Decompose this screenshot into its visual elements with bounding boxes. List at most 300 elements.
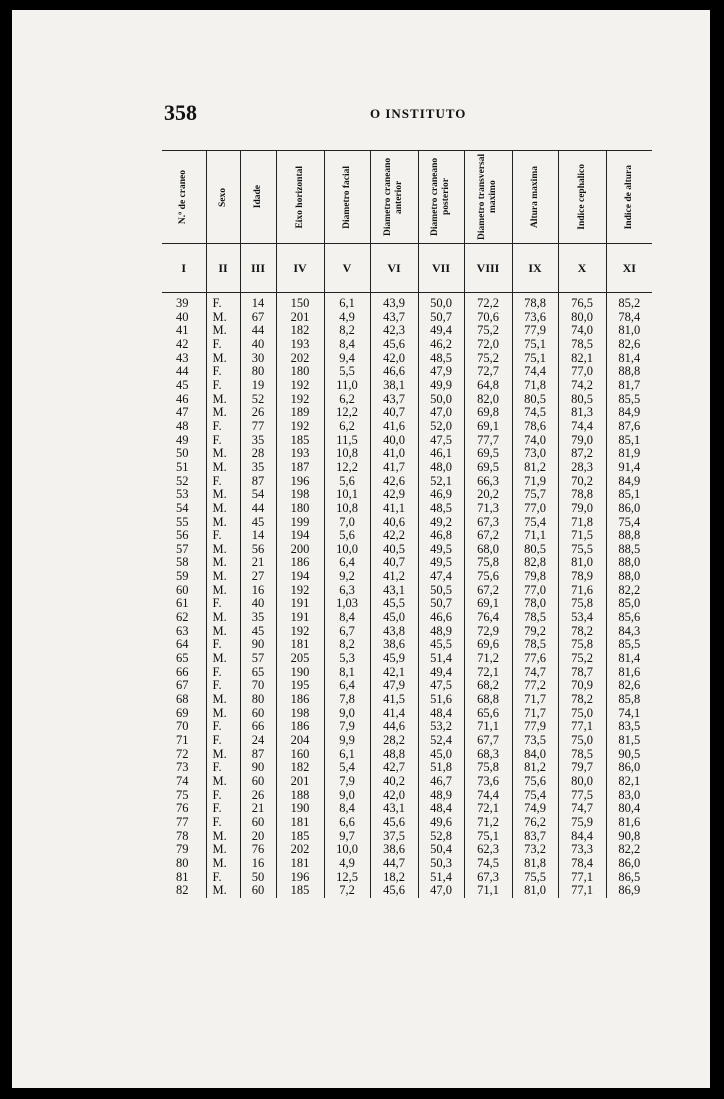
table-cell: F.	[206, 420, 240, 434]
table-cell: 80	[240, 693, 276, 707]
table-cell: 37,5	[370, 830, 418, 844]
table-cell: 75,0	[558, 734, 606, 748]
table-cell: 26	[240, 789, 276, 803]
table-cell: M.	[206, 584, 240, 598]
table-cell: 79,0	[558, 434, 606, 448]
table-cell: 75,4	[606, 516, 652, 530]
table-cell: 35	[240, 611, 276, 625]
table-cell: 75,2	[558, 652, 606, 666]
table-cell: 42	[176, 336, 189, 351]
craniometric-table	[162, 150, 652, 898]
table-cell: 50,7	[418, 311, 464, 325]
table-cell: 75,2	[464, 352, 512, 366]
table-cell: F.	[206, 666, 240, 680]
table-cell: 40,2	[370, 775, 418, 789]
table-cell: 75,1	[512, 338, 558, 352]
table-cell: 193	[276, 338, 324, 352]
table-cell: 47,9	[370, 679, 418, 693]
table-cell: 69,8	[464, 406, 512, 420]
table-cell: 69,1	[464, 420, 512, 434]
table-cell: 71,2	[464, 816, 512, 830]
table-cell: 73,5	[512, 734, 558, 748]
table-cell: 41,6	[370, 420, 418, 434]
table-cell: 10,8	[324, 447, 370, 461]
table-cell: 82,1	[558, 352, 606, 366]
table-cell: 48,5	[418, 502, 464, 516]
table-cell: 190	[276, 666, 324, 680]
table-row	[162, 816, 652, 830]
table-cell: 191	[276, 611, 324, 625]
table-cell: 79,0	[558, 502, 606, 516]
table-row	[162, 857, 652, 871]
table-cell: 67,3	[464, 516, 512, 530]
table-cell: M.	[206, 625, 240, 639]
table-cell: 205	[276, 652, 324, 666]
table-cell: 181	[276, 638, 324, 652]
table-cell: 50,7	[418, 597, 464, 611]
table-cell: F.	[206, 338, 240, 352]
table-cell: 71,7	[512, 707, 558, 721]
table-cell: 68,2	[464, 679, 512, 693]
table-cell: 49,5	[418, 543, 464, 557]
column-numeral: IX	[512, 244, 558, 293]
table-cell: 78,6	[512, 420, 558, 434]
table-cell: 10,8	[324, 502, 370, 516]
table-cell: 30	[240, 352, 276, 366]
table-cell: 63	[176, 623, 189, 638]
column-header	[464, 151, 512, 244]
table-cell: M.	[206, 352, 240, 366]
table-cell: 40,6	[370, 516, 418, 530]
table-cell: M.	[206, 652, 240, 666]
table-cell: 72,1	[464, 802, 512, 816]
table-cell: 75,7	[512, 488, 558, 502]
table-cell: 43,7	[370, 311, 418, 325]
table-cell: 186	[276, 556, 324, 570]
column-numeral: VIII	[464, 244, 512, 293]
table-cell: 82,2	[606, 584, 652, 598]
table-cell: 80	[240, 365, 276, 379]
table-cell: M.	[206, 611, 240, 625]
table-cell: 84,4	[558, 830, 606, 844]
table-cell: 78,2	[558, 693, 606, 707]
table-cell: 188	[276, 789, 324, 803]
table-cell: 83,5	[606, 720, 652, 734]
table-cell: 196	[276, 475, 324, 489]
table-cell: 11,0	[324, 379, 370, 393]
table-cell: 51,8	[418, 761, 464, 775]
table-cell: 73,3	[558, 843, 606, 857]
column-header	[162, 151, 206, 244]
column-header	[370, 151, 418, 244]
table-cell: 11,5	[324, 434, 370, 448]
table-cell: 77,0	[512, 502, 558, 516]
table-row	[162, 379, 652, 393]
table-cell: 28	[240, 447, 276, 461]
table-cell: 9,9	[324, 734, 370, 748]
table-cell: 24	[240, 734, 276, 748]
table-cell: 69,6	[464, 638, 512, 652]
table-cell: 52	[240, 393, 276, 407]
table-cell: 77,7	[464, 434, 512, 448]
table-cell: 90,8	[606, 830, 652, 844]
table-cell: 46,8	[418, 529, 464, 543]
table-cell: 81,8	[512, 857, 558, 871]
table-cell: 185	[276, 830, 324, 844]
table-cell: 74,7	[558, 802, 606, 816]
table-cell: M.	[206, 830, 240, 844]
table-cell: 45,0	[418, 748, 464, 762]
table-cell: 39	[176, 296, 189, 310]
table-cell: 48,9	[418, 789, 464, 803]
column-numeral: III	[240, 244, 276, 293]
table-row	[162, 830, 652, 844]
table-cell: 68,3	[464, 748, 512, 762]
table-row	[162, 324, 652, 338]
column-header	[558, 151, 606, 244]
table-cell: 50	[240, 871, 276, 885]
table-cell: 51,6	[418, 693, 464, 707]
table-cell: 48,5	[418, 352, 464, 366]
table-cell: 35	[240, 461, 276, 475]
table-cell: 80,5	[558, 393, 606, 407]
table-cell: 86,0	[606, 502, 652, 516]
table-cell: 52	[176, 473, 189, 488]
table-cell: 71,1	[464, 884, 512, 898]
table-row	[162, 570, 652, 584]
table-cell: 88,0	[606, 570, 652, 584]
table-cell: 46,7	[418, 775, 464, 789]
table-cell: 74,4	[512, 365, 558, 379]
table-cell: F.	[206, 638, 240, 652]
table-cell: 52,0	[418, 420, 464, 434]
table-cell: 46,1	[418, 447, 464, 461]
table-row	[162, 707, 652, 721]
table-cell: 82,8	[512, 556, 558, 570]
table-cell: 74	[176, 773, 189, 788]
table-cell: F.	[206, 475, 240, 489]
table-cell: 60	[240, 884, 276, 898]
table-cell: 66	[176, 664, 189, 679]
table-cell: 14	[240, 529, 276, 543]
table-cell: 80,5	[512, 543, 558, 557]
table-cell: 78,8	[512, 293, 558, 311]
table-cell: 47	[176, 405, 189, 420]
table-cell: 48,8	[370, 748, 418, 762]
table-cell: 80,4	[606, 802, 652, 816]
table-cell: 42,6	[370, 475, 418, 489]
table-cell: 40,7	[370, 406, 418, 420]
table-cell: 76,4	[464, 611, 512, 625]
table-cell: 192	[276, 379, 324, 393]
table-cell: 81,0	[512, 884, 558, 898]
table-cell: 88,5	[606, 543, 652, 557]
table-cell: M.	[206, 447, 240, 461]
table-cell: 65,6	[464, 707, 512, 721]
table-cell: 60	[240, 775, 276, 789]
table-cell: 66,3	[464, 475, 512, 489]
table-cell: 45,6	[370, 884, 418, 898]
table-cell: 8,1	[324, 666, 370, 680]
table-cell: 41	[176, 323, 189, 338]
table-cell: 84,0	[512, 748, 558, 762]
table-cell: 21	[240, 802, 276, 816]
table-cell: 60	[176, 582, 189, 597]
table-row	[162, 625, 652, 639]
table-cell: 185	[276, 884, 324, 898]
table-cell: 40	[176, 309, 189, 324]
table-cell: 69,1	[464, 597, 512, 611]
table-cell: 85,2	[606, 293, 652, 311]
table-cell: 69,5	[464, 461, 512, 475]
page-number: 358	[164, 100, 197, 125]
table-cell: 62,3	[464, 843, 512, 857]
table-cell: 65	[240, 666, 276, 680]
table-row	[162, 293, 652, 311]
table-cell: 41,7	[370, 461, 418, 475]
table-row	[162, 475, 652, 489]
table-cell: 42,0	[370, 352, 418, 366]
column-numeral: X	[558, 244, 606, 293]
table-cell: 75,1	[464, 830, 512, 844]
table-cell: 82,0	[464, 393, 512, 407]
table-cell: 75,8	[558, 597, 606, 611]
table-cell: 14	[240, 293, 276, 311]
table-cell: 192	[276, 393, 324, 407]
table-cell: 52,8	[418, 830, 464, 844]
table-cell: 8,2	[324, 638, 370, 652]
table-cell: 7,2	[324, 884, 370, 898]
table-cell: 59	[176, 569, 189, 584]
table-cell: 81,9	[606, 447, 652, 461]
table-cell: 71,8	[512, 379, 558, 393]
table-cell: 74,7	[512, 666, 558, 680]
table-cell: 75,4	[512, 789, 558, 803]
table-row	[162, 666, 652, 680]
table-cell: 88,8	[606, 365, 652, 379]
table-cell: 76	[176, 801, 189, 816]
table-cell: 76	[240, 843, 276, 857]
table-cell: 81,5	[606, 734, 652, 748]
table-cell: 85,1	[606, 434, 652, 448]
table-cell: 78,5	[512, 638, 558, 652]
column-header-label: Indice cephalico	[576, 164, 587, 230]
table-cell: 40,7	[370, 556, 418, 570]
table-cell: 6,4	[324, 679, 370, 693]
table-cell: 88,0	[606, 556, 652, 570]
table-cell: 77,2	[512, 679, 558, 693]
table-cell: 74,4	[464, 789, 512, 803]
table-cell: 6,4	[324, 556, 370, 570]
column-header-label: Diametro craneano anterior	[383, 157, 404, 237]
table-cell: 75,4	[512, 516, 558, 530]
table-cell: 76,2	[512, 816, 558, 830]
table-cell: 45,9	[370, 652, 418, 666]
table-cell: 202	[276, 352, 324, 366]
table-cell: 45,5	[418, 638, 464, 652]
table-cell: 56	[240, 543, 276, 557]
column-header	[324, 151, 370, 244]
table-cell: 40,0	[370, 434, 418, 448]
table-cell: 150	[276, 293, 324, 311]
table-cell: 55	[176, 514, 189, 529]
table-cell: F.	[206, 734, 240, 748]
column-header	[276, 151, 324, 244]
table-cell: 52,1	[418, 475, 464, 489]
table-cell: 74,0	[558, 324, 606, 338]
table-cell: 46,9	[418, 488, 464, 502]
table-row	[162, 584, 652, 598]
table-cell: 187	[276, 461, 324, 475]
table-cell: 60	[240, 816, 276, 830]
table-cell: 78,5	[558, 338, 606, 352]
table-row	[162, 775, 652, 789]
table-cell: M.	[206, 748, 240, 762]
table-cell: 10,0	[324, 843, 370, 857]
table-cell: 38,1	[370, 379, 418, 393]
table-cell: 78,0	[512, 597, 558, 611]
table-cell: 81,6	[606, 666, 652, 680]
table-cell: 75,1	[512, 352, 558, 366]
table-row	[162, 352, 652, 366]
column-numeral: VII	[418, 244, 464, 293]
table-cell: 76,5	[558, 293, 606, 311]
table-cell: 67,3	[464, 871, 512, 885]
table-cell: 64	[176, 637, 189, 652]
table-cell: F.	[206, 816, 240, 830]
table-cell: 71,7	[512, 693, 558, 707]
table-cell: 45	[240, 516, 276, 530]
table-row	[162, 543, 652, 557]
table-cell: 48	[176, 418, 189, 433]
table-cell: 16	[240, 584, 276, 598]
table-cell: F.	[206, 597, 240, 611]
table-cell: 49,4	[418, 666, 464, 680]
table-cell: 186	[276, 720, 324, 734]
table-cell: 201	[276, 775, 324, 789]
table-cell: 85,5	[606, 638, 652, 652]
table-cell: 43,8	[370, 625, 418, 639]
table-cell: 72,0	[464, 338, 512, 352]
column-numeral: V	[324, 244, 370, 293]
table-cell: 81	[176, 869, 189, 884]
table-cell: 85,1	[606, 488, 652, 502]
table-cell: 48,4	[418, 802, 464, 816]
column-numeral: II	[206, 244, 240, 293]
table-cell: 71,9	[512, 475, 558, 489]
table-cell: 69,5	[464, 447, 512, 461]
table-cell: 28,3	[558, 461, 606, 475]
table-cell: 80,0	[558, 775, 606, 789]
table-cell: 7,9	[324, 720, 370, 734]
table-cell: 77,5	[558, 789, 606, 803]
table-cell: M.	[206, 461, 240, 475]
table-cell: 7,9	[324, 775, 370, 789]
table-cell: 8,4	[324, 611, 370, 625]
table-cell: 82,6	[606, 338, 652, 352]
table-cell: 5,5	[324, 365, 370, 379]
table-cell: 71,5	[558, 529, 606, 543]
column-header-label: Idade	[252, 185, 263, 209]
table-cell: F.	[206, 379, 240, 393]
table-cell: 204	[276, 734, 324, 748]
table-cell: 6,6	[324, 816, 370, 830]
table-cell: 40	[240, 597, 276, 611]
table-cell: 48,0	[418, 461, 464, 475]
table-cell: 81,2	[512, 761, 558, 775]
column-header-label: N.º de craneo	[178, 169, 189, 225]
table-cell: 12,5	[324, 871, 370, 885]
table-cell: 77,0	[558, 365, 606, 379]
table-cell: 198	[276, 488, 324, 502]
table-cell: 67	[176, 678, 189, 693]
table-cell: 86,0	[606, 761, 652, 775]
table-cell: 199	[276, 516, 324, 530]
table-cell: 67,2	[464, 584, 512, 598]
table-cell: 75	[176, 787, 189, 802]
table-cell: 71,1	[512, 529, 558, 543]
table-cell: 7,8	[324, 693, 370, 707]
table-row	[162, 843, 652, 857]
table-cell: 53,2	[418, 720, 464, 734]
table-cell: 9,4	[324, 352, 370, 366]
table-cell: 75,2	[464, 324, 512, 338]
table-cell: 43,7	[370, 393, 418, 407]
table-cell: 84,9	[606, 475, 652, 489]
table-cell: 49,5	[418, 556, 464, 570]
table-cell: 45,5	[370, 597, 418, 611]
table-cell: 87	[240, 748, 276, 762]
table-cell: 74,1	[606, 707, 652, 721]
table-cell: 85,6	[606, 611, 652, 625]
table-cell: 42,3	[370, 324, 418, 338]
table-cell: 79	[176, 842, 189, 857]
table-cell: 66	[240, 720, 276, 734]
table-cell: 73,6	[512, 311, 558, 325]
table-cell: 77,1	[558, 884, 606, 898]
table-cell: F.	[206, 365, 240, 379]
table-cell: M.	[206, 556, 240, 570]
table-cell: 74,9	[512, 802, 558, 816]
column-numerals-row	[162, 244, 652, 293]
table-cell: 40,5	[370, 543, 418, 557]
table-row	[162, 884, 652, 898]
table-cell: 192	[276, 584, 324, 598]
table-cell: 18,2	[370, 871, 418, 885]
table-cell: 79,7	[558, 761, 606, 775]
table-cell: 67,2	[464, 529, 512, 543]
table-cell: 5,4	[324, 761, 370, 775]
column-names-row	[162, 151, 652, 244]
table-cell: 72	[176, 746, 189, 761]
table-cell: 81,0	[558, 556, 606, 570]
table-cell: 41,1	[370, 502, 418, 516]
table-cell: 10,1	[324, 488, 370, 502]
table-row	[162, 556, 652, 570]
table-cell: M.	[206, 406, 240, 420]
table-cell: 182	[276, 324, 324, 338]
table-body	[162, 293, 652, 898]
table-cell: 82	[176, 883, 189, 898]
table-cell: 78,5	[558, 748, 606, 762]
table-cell: 68	[176, 692, 189, 707]
column-numeral: I	[162, 244, 206, 293]
table-cell: 73,6	[464, 775, 512, 789]
table-cell: 75,0	[558, 707, 606, 721]
table-cell: 86,9	[606, 884, 652, 898]
table-cell: 43,1	[370, 802, 418, 816]
table-cell: 192	[276, 420, 324, 434]
